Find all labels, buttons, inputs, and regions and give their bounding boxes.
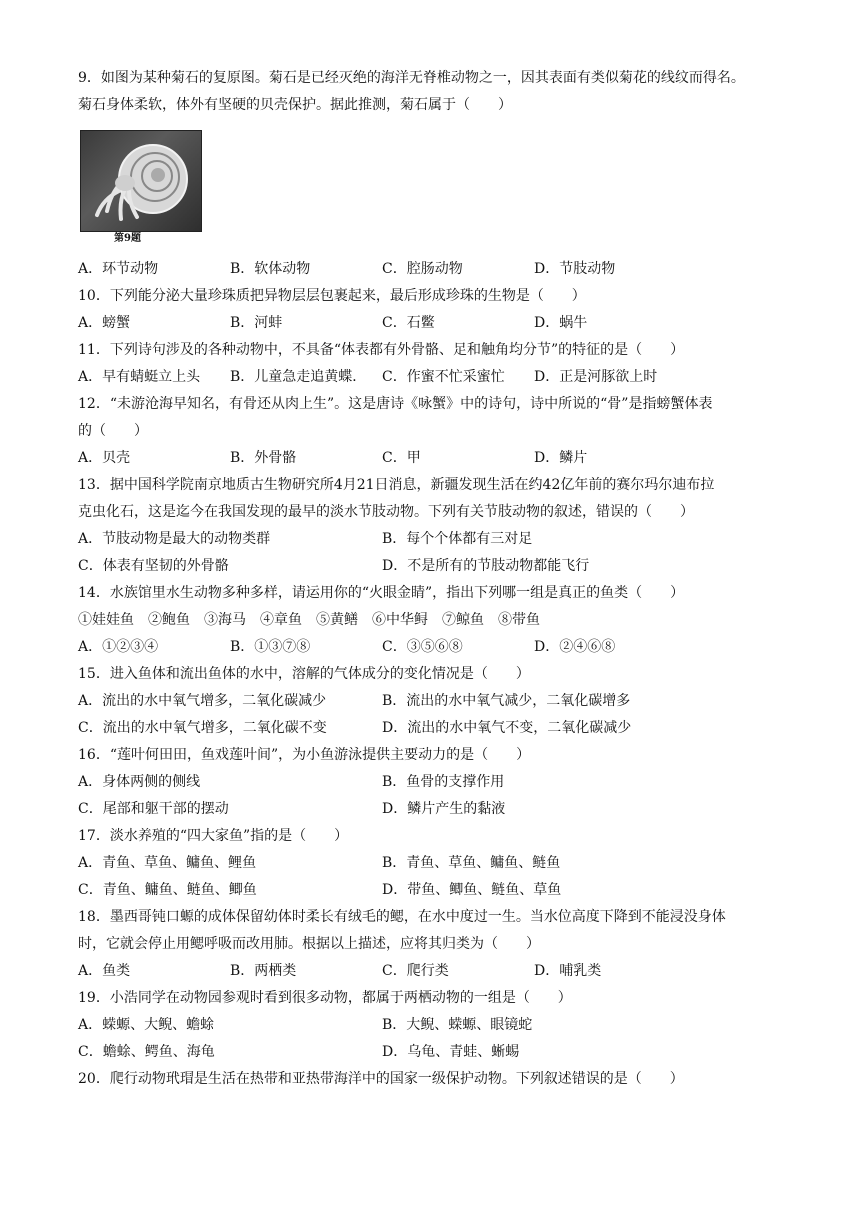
q16-option-d: D．鳞片产生的黏液 xyxy=(382,801,506,817)
q17-option-b: B．青鱼、草鱼、鳙鱼、鲢鱼 xyxy=(382,855,561,871)
q19-option-a: A．蝾螈、大鲵、蟾蜍 xyxy=(78,1017,215,1033)
q9-option-a: A．环节动物 xyxy=(78,261,159,277)
q13-option-d: D．不是所有的节肢动物都能飞行 xyxy=(382,558,590,574)
q13-option-a: A．节肢动物是最大的动物类群 xyxy=(78,531,271,547)
q14-option-a: A．①②③④ xyxy=(78,639,159,655)
q13-stem-line2: 克虫化石，这是迄今在我国发现的最早的淡水节肢动物。下列有关节肢动物的叙述，错误的（ ） xyxy=(78,504,694,520)
q12-option-d: D．鳞片 xyxy=(534,450,588,466)
q10-option-c: C．石鳖 xyxy=(382,315,435,331)
q13-option-b: B．每个个体都有三对足 xyxy=(382,531,533,547)
q18-option-d: D．哺乳类 xyxy=(534,963,602,979)
q12-stem-line2: 的（ ） xyxy=(78,423,148,439)
q18-stem-line1: 18．墨西哥钝口螈的成体保留幼体时柔长有绒毛的鳃，在水中度过一生。当水位高度下降到不能浸没身体 xyxy=(78,909,726,925)
q18-stem-line2: 时，它就会停止用鳃呼吸而改用肺。根据以上描述，应将其归类为（ ） xyxy=(78,936,540,952)
q9-stem-line2: 菊石身体柔软，体外有坚硬的贝壳保护。据此推测，菊石属于（ ） xyxy=(78,97,512,113)
q11-option-b: B．儿童急走追黄蝶． xyxy=(230,369,367,385)
q11-option-d: D．正是河豚欲上时 xyxy=(534,369,658,385)
q16-option-b: B．鱼骨的支撑作用 xyxy=(382,774,505,790)
q14-option-b: B．①③⑦⑧ xyxy=(230,639,311,655)
q12-option-a: A．贝壳 xyxy=(78,450,131,466)
q17-option-a: A．青鱼、草鱼、鳙鱼、鲤鱼 xyxy=(78,855,257,871)
q12-stem-line1: 12．“未游沧海早知名，有骨还从肉上生”。这是唐诗《咏蟹》中的诗句，诗中所说的“骨”是指螃蟹体表 xyxy=(78,396,713,412)
q17-option-d: D．带鱼、鲫鱼、鲢鱼、草鱼 xyxy=(382,882,562,898)
q19-option-b: B．大鲵、蝾螈、眼镜蛇 xyxy=(382,1017,533,1033)
q10-option-d: D．蜗牛 xyxy=(534,315,588,331)
figure-caption: 第9题 xyxy=(114,233,141,244)
q15-stem: 15．进入鱼体和流出鱼体的水中，溶解的气体成分的变化情况是（ ） xyxy=(78,666,530,682)
q12-option-c: C．甲 xyxy=(382,450,421,466)
q19-stem: 19．小浩同学在动物园参观时看到很多动物，都属于两栖动物的一组是（ ） xyxy=(78,990,572,1006)
q16-stem: 16．“莲叶何田田，鱼戏莲叶间”，为小鱼游泳提供主要动力的是（ ） xyxy=(78,747,531,763)
q11-stem: 11．下列诗句涉及的各种动物中，不具备“体表都有外骨骼、足和触角均分节”的特征的是（ ） xyxy=(78,342,685,358)
q12-option-b: B．外骨骼 xyxy=(230,450,297,466)
q9-option-c: C．腔肠动物 xyxy=(382,261,463,277)
q15-option-b: B．流出的水中氧气减少，二氧化碳增多 xyxy=(382,693,631,709)
q18-option-b: B．两栖类 xyxy=(230,963,297,979)
q9-option-d: D．节肢动物 xyxy=(534,261,616,277)
q16-option-a: A．身体两侧的侧线 xyxy=(78,774,201,790)
q10-option-a: A．螃蟹 xyxy=(78,315,131,331)
q14-option-c: C．③⑤⑥⑧ xyxy=(382,639,463,655)
q14-stem: 14．水族馆里水生动物多种多样，请运用你的“火眼金睛”，指出下列哪一组是真正的鱼类（ ） xyxy=(78,585,685,601)
q19-option-c: C．蟾蜍、鳄鱼、海龟 xyxy=(78,1044,215,1060)
q18-option-a: A．鱼类 xyxy=(78,963,131,979)
q18-option-c: C．爬行类 xyxy=(382,963,449,979)
q17-stem: 17．淡水养殖的“四大家鱼”指的是（ ） xyxy=(78,828,349,844)
q15-option-d: D．流出的水中氧气不变，二氧化碳减少 xyxy=(382,720,632,736)
q15-option-a: A．流出的水中氧气增多，二氧化碳减少 xyxy=(78,693,327,709)
q11-option-a: A．早有蜻蜓立上头 xyxy=(78,369,201,385)
q11-option-c: C．作蜜不忙采蜜忙 xyxy=(382,369,505,385)
q9-option-b: B．软体动物 xyxy=(230,261,311,277)
q13-option-c: C．体表有坚韧的外骨骼 xyxy=(78,558,229,574)
ammonite-figure xyxy=(80,130,202,232)
q19-option-d: D．乌龟、青蛙、蜥蜴 xyxy=(382,1044,520,1060)
q14-items: ①娃娃鱼 ②鲍鱼 ③海马 ④章鱼 ⑤黄鳝 ⑥中华鲟 ⑦鲸鱼 ⑧带鱼 xyxy=(78,612,540,628)
q17-option-c: C．青鱼、鳙鱼、鲢鱼、鲫鱼 xyxy=(78,882,257,898)
q14-option-d: D．②④⑥⑧ xyxy=(534,639,616,655)
q13-stem-line1: 13．据中国科学院南京地质古生物研究所4月21日消息，新疆发现生活在约42亿年前的赛尔玛尔迪布拉 xyxy=(78,477,715,493)
q9-stem-line1: 9．如图为某种菊石的复原图。菊石是已经灭绝的海洋无脊椎动物之一，因其表面有类似菊花的线纹而得名。 xyxy=(78,70,745,86)
q16-option-c: C．尾部和躯干部的摆动 xyxy=(78,801,229,817)
ammonite-icon xyxy=(81,131,201,231)
q20-stem: 20．爬行动物玳瑁是生活在热带和亚热带海洋中的国家一级保护动物。下列叙述错误的是（ ） xyxy=(78,1071,684,1087)
q10-option-b: B．河蚌 xyxy=(230,315,283,331)
q15-option-c: C．流出的水中氧气增多，二氧化碳不变 xyxy=(78,720,327,736)
q10-stem: 10．下列能分泌大量珍珠质把异物层层包裹起来，最后形成珍珠的生物是（ ） xyxy=(78,288,586,304)
